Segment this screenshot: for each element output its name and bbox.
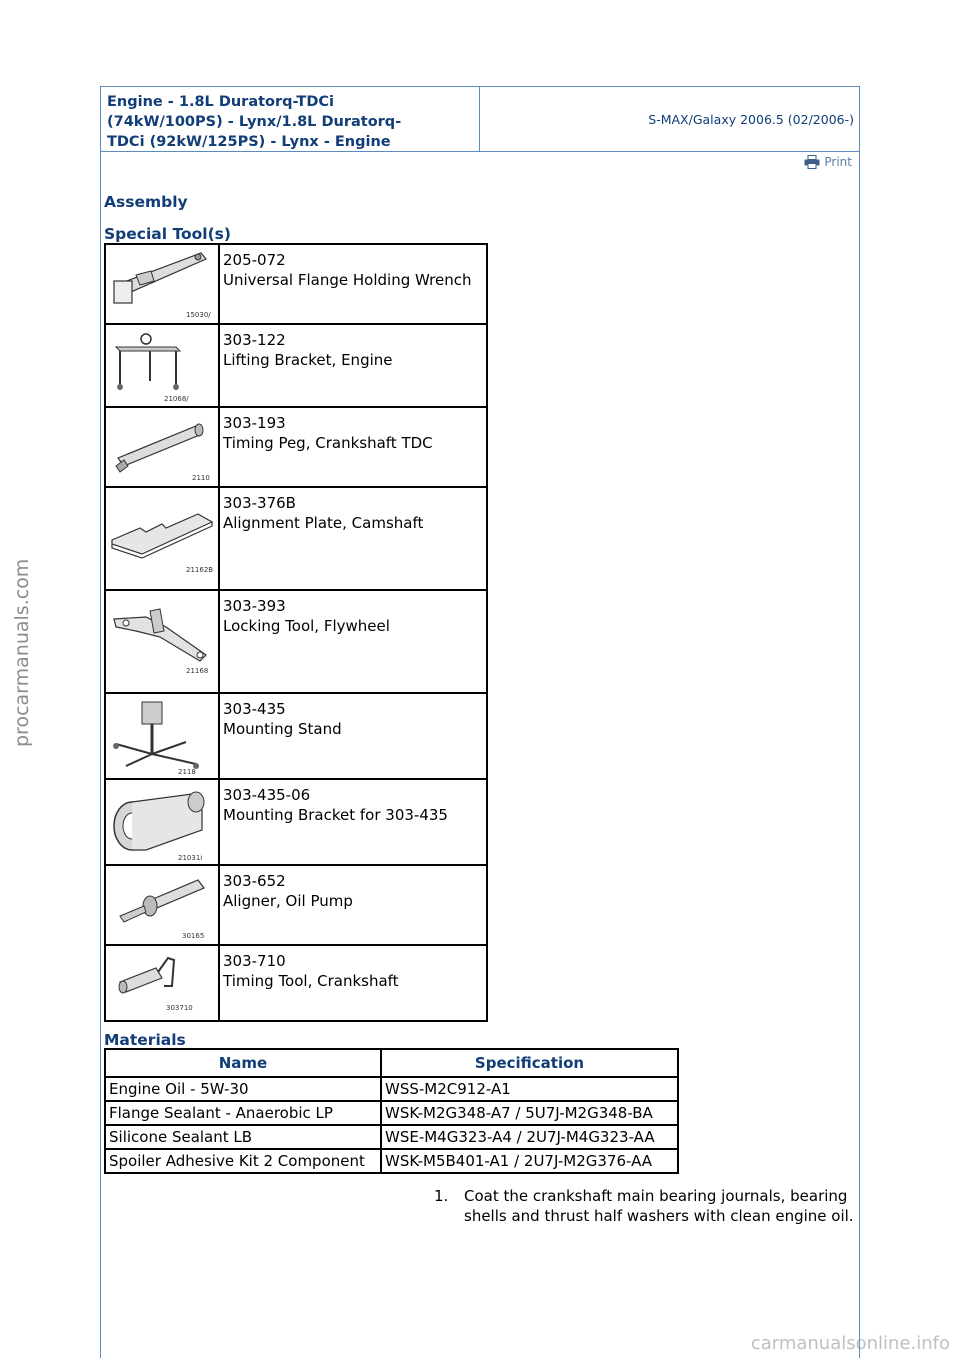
tool-row <box>105 407 487 487</box>
tool-image <box>105 865 219 945</box>
tool-text <box>219 487 487 590</box>
tool-text <box>219 945 487 1021</box>
table-row <box>105 1149 678 1173</box>
svg-text:21168: 21168 <box>186 667 209 675</box>
section-title: Assembly <box>104 193 188 211</box>
material-spec: WSK-M2G348-A7 / 5U7J-M2G348-BA <box>381 1101 678 1125</box>
tool-row <box>105 865 487 945</box>
tool-text <box>219 244 487 324</box>
tool-name: Alignment Plate, Camshaft <box>223 514 424 532</box>
tool-name: Universal Flange Holding Wrench <box>223 271 472 289</box>
svg-text:303710: 303710 <box>166 1004 193 1012</box>
table-row <box>105 1101 678 1125</box>
timing-peg-illustration <box>106 408 218 486</box>
material-spec: WSE-M4G323-A4 / 2U7J-M4G323-AA <box>381 1125 678 1149</box>
svg-text:15030/: 15030/ <box>186 311 211 319</box>
tool-number: 303-435 <box>223 700 286 718</box>
column-header-specification: Specification <box>381 1049 678 1077</box>
lifting-bracket-illustration <box>106 325 218 406</box>
special-tools-title: Special Tool(s) <box>104 225 231 243</box>
alignment-plate-illustration <box>106 488 218 589</box>
tool-number: 303-376B <box>223 494 296 512</box>
printer-icon <box>804 155 820 169</box>
tool-text <box>219 324 487 407</box>
tool-name: Lifting Bracket, Engine <box>223 351 393 369</box>
tool-row <box>105 244 487 324</box>
tool-row <box>105 945 487 1021</box>
material-name: Flange Sealant - Anaerobic LP <box>105 1101 381 1125</box>
mounting-bracket-illustration <box>106 780 218 864</box>
tool-name: Locking Tool, Flywheel <box>223 617 390 635</box>
special-tools-table <box>104 243 488 1022</box>
print-label: Print <box>824 155 852 169</box>
tool-text <box>219 407 487 487</box>
tool-image <box>105 244 219 324</box>
header-title-line: TDCi (92kW/125PS) - Lynx - Engine <box>107 134 391 150</box>
header-title-line: Engine - 1.8L Duratorq-TDCi <box>107 94 334 110</box>
table-row <box>105 1125 678 1149</box>
step-number: 1. <box>434 1187 449 1205</box>
tool-number: 303-652 <box>223 872 286 890</box>
column-header-name: Name <box>105 1049 381 1077</box>
materials-title: Materials <box>104 1031 186 1049</box>
tool-row <box>105 487 487 590</box>
tool-row <box>105 779 487 865</box>
tool-image <box>105 693 219 779</box>
mounting-stand-illustration <box>106 694 218 778</box>
side-watermark: procarmanuals.com <box>11 558 33 747</box>
bottom-watermark: carmanualsonline.info <box>750 1333 950 1354</box>
tool-name: Aligner, Oil Pump <box>223 892 353 910</box>
model-label: S-MAX/Galaxy 2006.5 (02/2006-) <box>648 111 854 127</box>
svg-text:2110: 2110 <box>192 474 210 482</box>
tool-text <box>219 779 487 865</box>
material-name: Spoiler Adhesive Kit 2 Component <box>105 1149 381 1173</box>
tool-number: 303-435-06 <box>223 786 311 804</box>
materials-header-row <box>105 1049 678 1077</box>
flywheel-locking-tool-illustration <box>106 591 218 692</box>
tool-number: 303-393 <box>223 597 286 615</box>
tool-text <box>219 865 487 945</box>
tool-image <box>105 487 219 590</box>
material-spec: WSK-M5B401-A1 / 2U7J-M2G376-AA <box>381 1149 678 1173</box>
step-item <box>434 1186 854 1226</box>
step-text: Coat the crankshaft main bearing journals, bearing shells and thrust half washers with clean engine oil. <box>464 1187 854 1225</box>
header-title-line: (74kW/100PS) - Lynx/1.8L Duratorq- <box>107 114 402 130</box>
material-name: Engine Oil - 5W-30 <box>105 1077 381 1101</box>
tool-number: 303-710 <box>223 952 286 970</box>
tool-text <box>219 693 487 779</box>
tool-image <box>105 407 219 487</box>
material-spec: WSS-M2C912-A1 <box>381 1077 678 1101</box>
oil-pump-aligner-illustration <box>106 866 218 944</box>
tool-image <box>105 945 219 1021</box>
svg-text:2118: 2118 <box>178 768 196 776</box>
material-name: Silicone Sealant LB <box>105 1125 381 1149</box>
tool-row <box>105 590 487 693</box>
tool-row <box>105 693 487 779</box>
flange-wrench-illustration <box>106 245 218 323</box>
tool-image <box>105 590 219 693</box>
tool-image <box>105 324 219 407</box>
tool-number: 303-122 <box>223 331 286 349</box>
tool-number: 303-193 <box>223 414 286 432</box>
table-row <box>105 1077 678 1101</box>
print-button[interactable] <box>804 155 852 169</box>
tool-text <box>219 590 487 693</box>
svg-text:21068/: 21068/ <box>164 395 189 403</box>
tool-image <box>105 779 219 865</box>
crankshaft-timing-tool-illustration <box>106 946 218 1020</box>
svg-text:30165: 30165 <box>182 932 205 940</box>
page-header <box>100 86 860 152</box>
tool-number: 205-072 <box>223 251 286 269</box>
svg-text:21162B: 21162B <box>186 566 214 574</box>
tool-name: Mounting Bracket for 303-435 <box>223 806 448 824</box>
tool-name: Timing Tool, Crankshaft <box>223 972 399 990</box>
tool-row <box>105 324 487 407</box>
svg-text:21031i: 21031i <box>178 854 203 862</box>
tool-name: Mounting Stand <box>223 720 342 738</box>
materials-table <box>104 1048 679 1174</box>
header-model <box>480 87 859 151</box>
header-title <box>101 87 480 151</box>
tool-name: Timing Peg, Crankshaft TDC <box>223 434 433 452</box>
